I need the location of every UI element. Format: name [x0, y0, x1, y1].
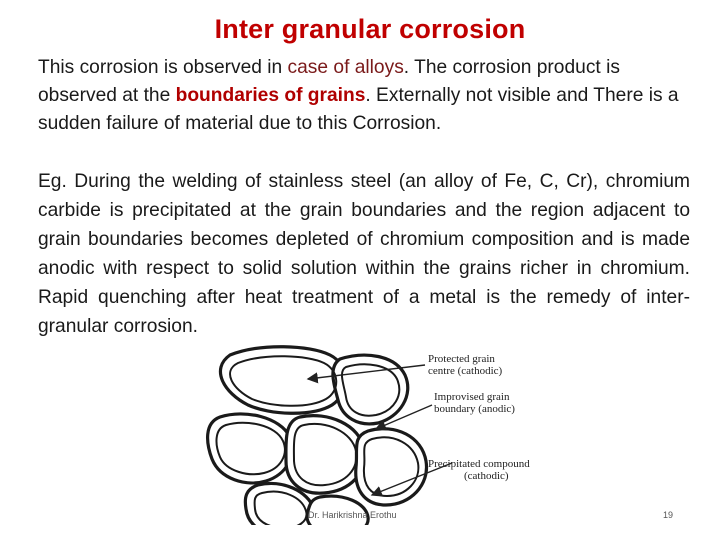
label-improvised-boundary: [434, 391, 515, 415]
label-protected-grain-line2: centre (cathodic): [428, 365, 503, 377]
page-number: 19: [663, 510, 674, 520]
label-improvised-boundary-line2: boundary (anodic): [434, 403, 515, 415]
highlight-case-of-alloys: case of alloys: [287, 57, 404, 78]
grain-boundary-diagram: [200, 345, 550, 525]
intro-text-1: This corrosion is observed in: [38, 57, 288, 78]
example-paragraph: Eg. During the welding of stainless steel (an alloy of Fe, C, Cr), chromium carbide is precipitated at the grain boundaries and the region adjacent to grain boundaries becomes depleted of chromium composition and is made anodic with respect to solid solution within the grains richer in chromium. Rapid quenching after heat treatment of a metal is the remedy of inter-granular corrosion.: [38, 171, 690, 337]
intro-paragraph: [38, 54, 698, 138]
grain-outer: [208, 414, 293, 483]
label-improvised-boundary-line1: Improvised grain: [434, 391, 510, 403]
highlight-boundaries-of-grains: boundaries of grains: [175, 85, 366, 106]
grain-outer: [356, 429, 427, 505]
intro-text-3: . Externally not visible and There is a sudden failure of material due to this Corrosion.: [38, 85, 679, 134]
intro-text-2: . The corrosion product is observed at the: [38, 57, 620, 106]
label-precipitated-compound-line2: (cathodic): [464, 470, 509, 482]
label-protected-grain: [428, 353, 502, 377]
label-precipitated-compound: [428, 458, 530, 482]
label-protected-grain-line1: Protected grain: [428, 353, 495, 365]
slide-title: Inter granular corrosion: [214, 14, 526, 44]
footer-author: Dr. Harikrishna Erothu: [308, 510, 397, 520]
label-precipitated-compound-line1: Precipitated compound: [428, 458, 530, 470]
